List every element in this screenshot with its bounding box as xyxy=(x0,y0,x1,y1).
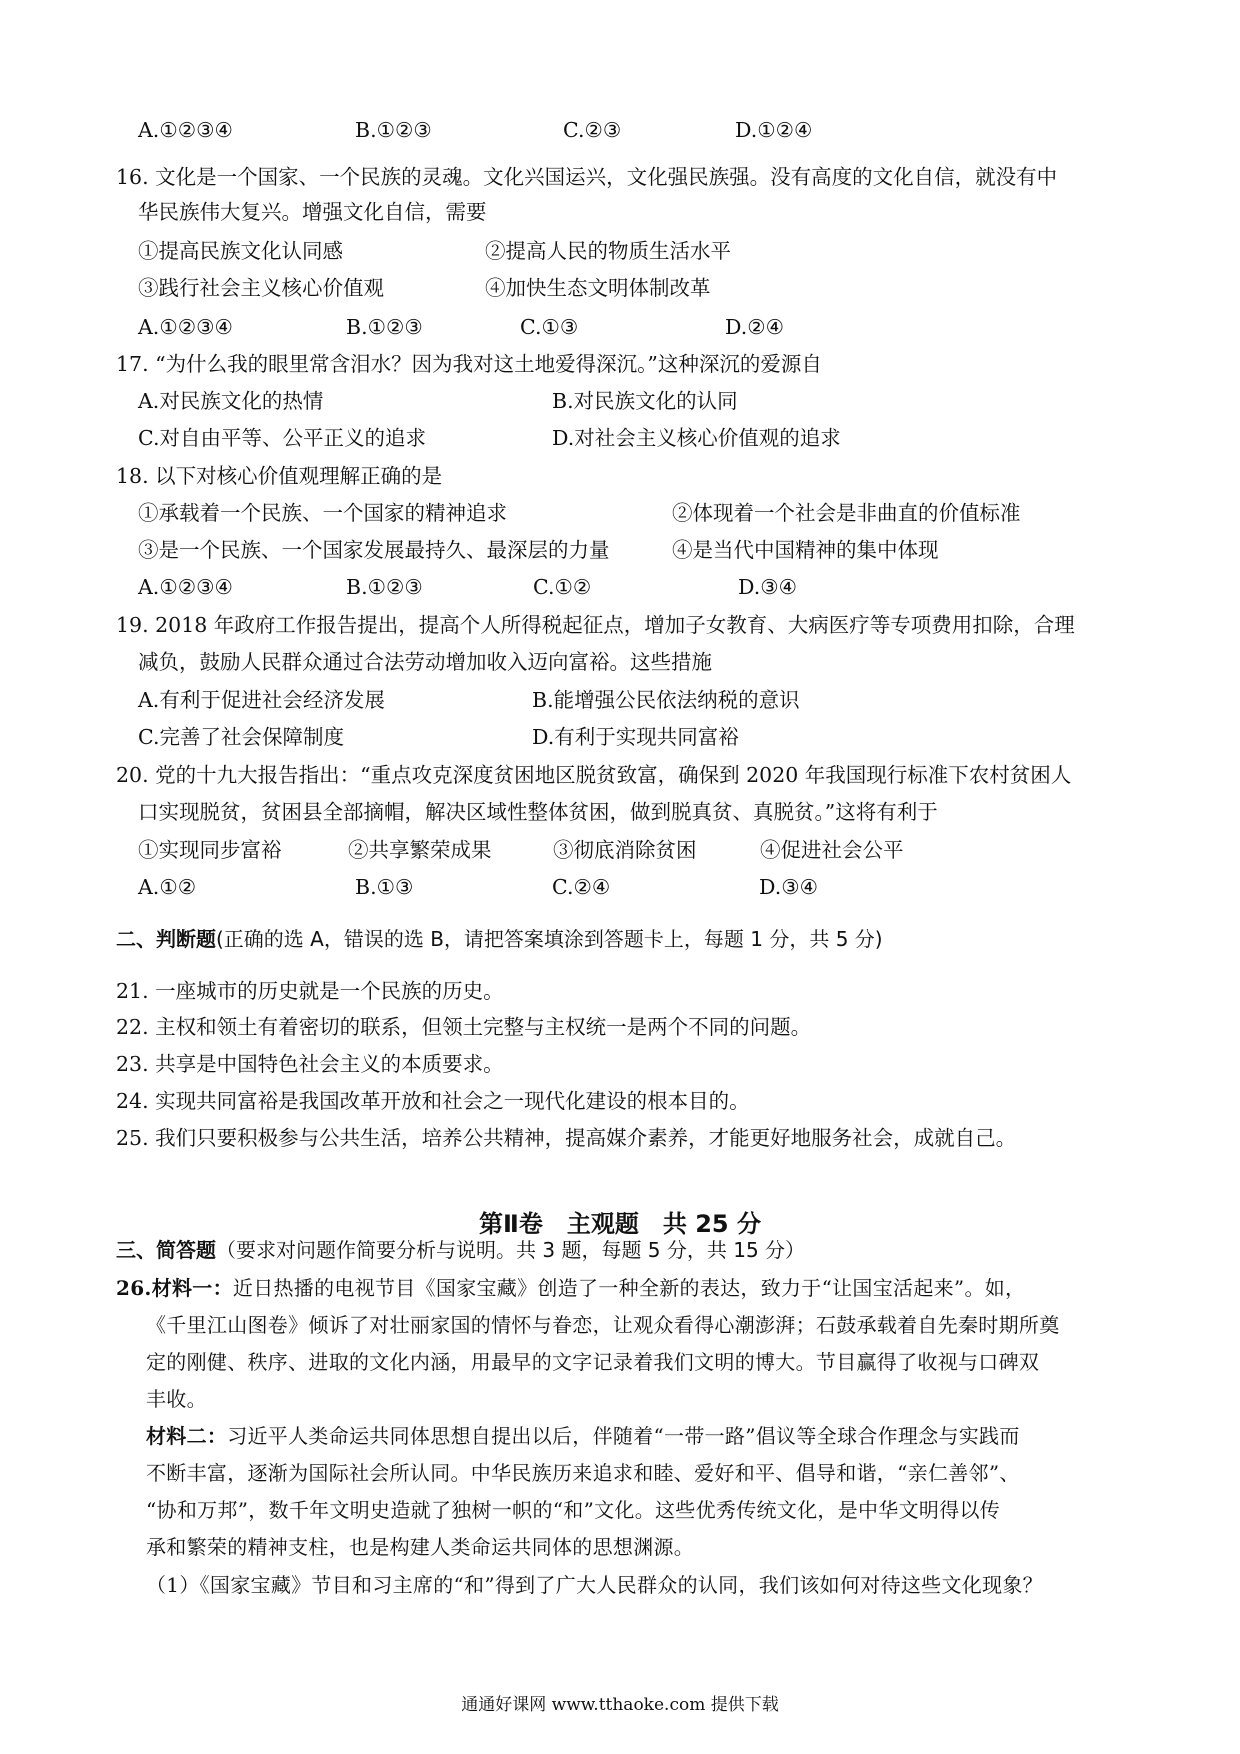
q15-option-c: C.②③ xyxy=(563,118,622,142)
q16-option-b: B.①②③ xyxy=(346,315,423,339)
q19-option-d: D.有利于实现共同富裕 xyxy=(532,725,739,749)
q18-option-a: A.①②③④ xyxy=(138,575,233,599)
q26-material2-line2: 不断丰富，逐渐为国际社会所认同。中华民族历来追求和睦、爱好和平、倡导和谐，“亲仁善邻”、 xyxy=(146,1461,1020,1485)
q20-item-2: ②共享繁荣成果 xyxy=(348,838,492,862)
q15-option-a: A.①②③④ xyxy=(138,118,233,142)
q20-stem-line2: 口实现脱贫，贫困县全部摘帽，解决区域性整体贫困，做到脱真贫、真脱贫。”这将有利于 xyxy=(138,800,938,824)
q20-item-4: ④促进社会公平 xyxy=(760,838,904,862)
q26-material2-line3: “协和万邦”，数千年文明史造就了独树一帜的“和”文化。这些优秀传统文化，是中华文明得以传 xyxy=(146,1498,1001,1522)
q20-option-b: B.①③ xyxy=(355,875,414,899)
q16-item-4: ④加快生态文明体制改革 xyxy=(485,276,711,300)
section2-title: 二、判断题 xyxy=(116,927,216,951)
q18-item-1: ①承载着一个民族、一个国家的精神追求 xyxy=(138,501,507,525)
q20-item-3: ③彻底消除贫困 xyxy=(553,838,697,862)
q26-material2-line4: 承和繁荣的精神支柱，也是构建人类命运共同体的思想渊源。 xyxy=(146,1535,695,1559)
q26-material1-line3: 定的刚健、秩序、进取的文化内涵，用最早的文字记录着我们文明的博大。节目赢得了收视与口碑双 xyxy=(146,1350,1040,1374)
q26-material2-label: 材料二： xyxy=(146,1424,228,1448)
judgment-22: 22. 主权和领土有着密切的联系，但领土完整与主权统一是两个不同的问题。 xyxy=(116,1015,812,1039)
q26-material2-line1 xyxy=(146,1423,1020,1449)
q20-option-a: A.①② xyxy=(138,875,197,899)
q18-option-b: B.①②③ xyxy=(346,575,423,599)
q15-option-b: B.①②③ xyxy=(355,118,432,142)
part2-title: 第Ⅱ卷 主观题 共 25 分 xyxy=(479,1210,761,1238)
q26-material1-label: 材料一： xyxy=(151,1276,233,1300)
section3-heading xyxy=(116,1237,805,1263)
q18-option-c: C.①② xyxy=(533,575,592,599)
q26-material1-line4: 丰收。 xyxy=(146,1387,207,1411)
q17-option-c: C.对自由平等、公平正义的追求 xyxy=(138,426,426,450)
q17-option-b: B.对民族文化的认同 xyxy=(552,389,738,413)
q16-stem-line1: 16. 文化是一个国家、一个民族的灵魂。文化兴国运兴，文化强民族强。没有高度的文化自信，就没有中 xyxy=(116,165,1058,189)
q26-material2-text1: 习近平人类命运共同体思想自提出以后，伴随着“一带一路”倡议等全球合作理念与实践而 xyxy=(227,1424,1020,1448)
q20-stem-line1: 20. 党的十九大报告指出：“重点攻克深度贫困地区脱贫致富，确保到 2020 年我国现行标准下农村贫困人 xyxy=(116,763,1072,787)
q19-option-a: A.有利于促进社会经济发展 xyxy=(138,688,385,712)
section2-heading xyxy=(116,926,883,952)
judgment-25: 25. 我们只要积极参与公共生活，培养公共精神，提高媒介素养，才能更好地服务社会，成就自己。 xyxy=(116,1126,1017,1150)
q19-option-c: C.完善了社会保障制度 xyxy=(138,725,344,749)
q16-option-d: D.②④ xyxy=(725,315,784,339)
section2-instructions: (正确的选 A，错误的选 B，请把答案填涂到答题卡上，每题 1 分，共 5 分) xyxy=(216,927,883,951)
q17-option-a: A.对民族文化的热情 xyxy=(138,389,324,413)
q26-number: 26. xyxy=(116,1276,152,1300)
q16-item-1: ①提高民族文化认同感 xyxy=(138,239,343,263)
q16-option-c: C.①③ xyxy=(520,315,579,339)
q18-item-2: ②体现着一个社会是非曲直的价值标准 xyxy=(672,501,1021,525)
q16-item-3: ③践行社会主义核心价值观 xyxy=(138,276,384,300)
q26-subquestion-1: （1）《国家宝藏》节目和习主席的“和”得到了广大人民群众的认同，我们该如何对待这些文化现象？ xyxy=(146,1573,1043,1597)
q17-stem: 17. “为什么我的眼里常含泪水？因为我对这土地爱得深沉。”这种深沉的爱源自 xyxy=(116,352,822,376)
q20-item-1: ①实现同步富裕 xyxy=(138,838,282,862)
q20-option-c: C.②④ xyxy=(552,875,611,899)
section3-title: 三、简答题 xyxy=(116,1238,216,1262)
judgment-24: 24. 实现共同富裕是我国改革开放和社会之一现代化建设的根本目的。 xyxy=(116,1089,750,1113)
q17-option-d: D.对社会主义核心价值观的追求 xyxy=(552,426,841,450)
q26-material1-line2: 《千里江山图卷》倾诉了对壮丽家国的情怀与眷恋，让观众看得心潮澎湃；石鼓承载着自先秦时期所奠 xyxy=(146,1313,1060,1337)
q26-material1-line1 xyxy=(116,1275,1025,1301)
page-footer: 通通好课网 www.tthaoke.com 提供下载 xyxy=(461,1695,779,1715)
q16-stem-line2: 华民族伟大复兴。增强文化自信，需要 xyxy=(138,200,487,224)
q26-material1-text1: 近日热播的电视节目《国家宝藏》创造了一种全新的表达，致力于“让国宝活起来”。如， xyxy=(232,1276,1026,1300)
q18-item-4: ④是当代中国精神的集中体现 xyxy=(672,538,939,562)
q18-option-d: D.③④ xyxy=(738,575,797,599)
q18-stem: 18. 以下对核心价值观理解正确的是 xyxy=(116,464,443,488)
q18-item-3: ③是一个民族、一个国家发展最持久、最深层的力量 xyxy=(138,538,610,562)
q16-option-a: A.①②③④ xyxy=(138,315,233,339)
q20-option-d: D.③④ xyxy=(759,875,818,899)
judgment-23: 23. 共享是中国特色社会主义的本质要求。 xyxy=(116,1052,504,1076)
q19-stem-line2: 减负，鼓励人民群众通过合法劳动增加收入迈向富裕。这些措施 xyxy=(138,650,712,674)
judgment-21: 21. 一座城市的历史就是一个民族的历史。 xyxy=(116,979,504,1003)
section3-instructions: （要求对问题作简要分析与说明。共 3 题，每题 5 分，共 15 分） xyxy=(216,1238,806,1262)
q16-item-2: ②提高人民的物质生活水平 xyxy=(485,239,731,263)
q19-stem-line1: 19. 2018 年政府工作报告提出，提高个人所得税起征点，增加子女教育、大病医疗等专项费用扣除，合理 xyxy=(116,613,1075,637)
q19-option-b: B.能增强公民依法纳税的意识 xyxy=(532,688,800,712)
q15-option-d: D.①②④ xyxy=(735,118,813,142)
